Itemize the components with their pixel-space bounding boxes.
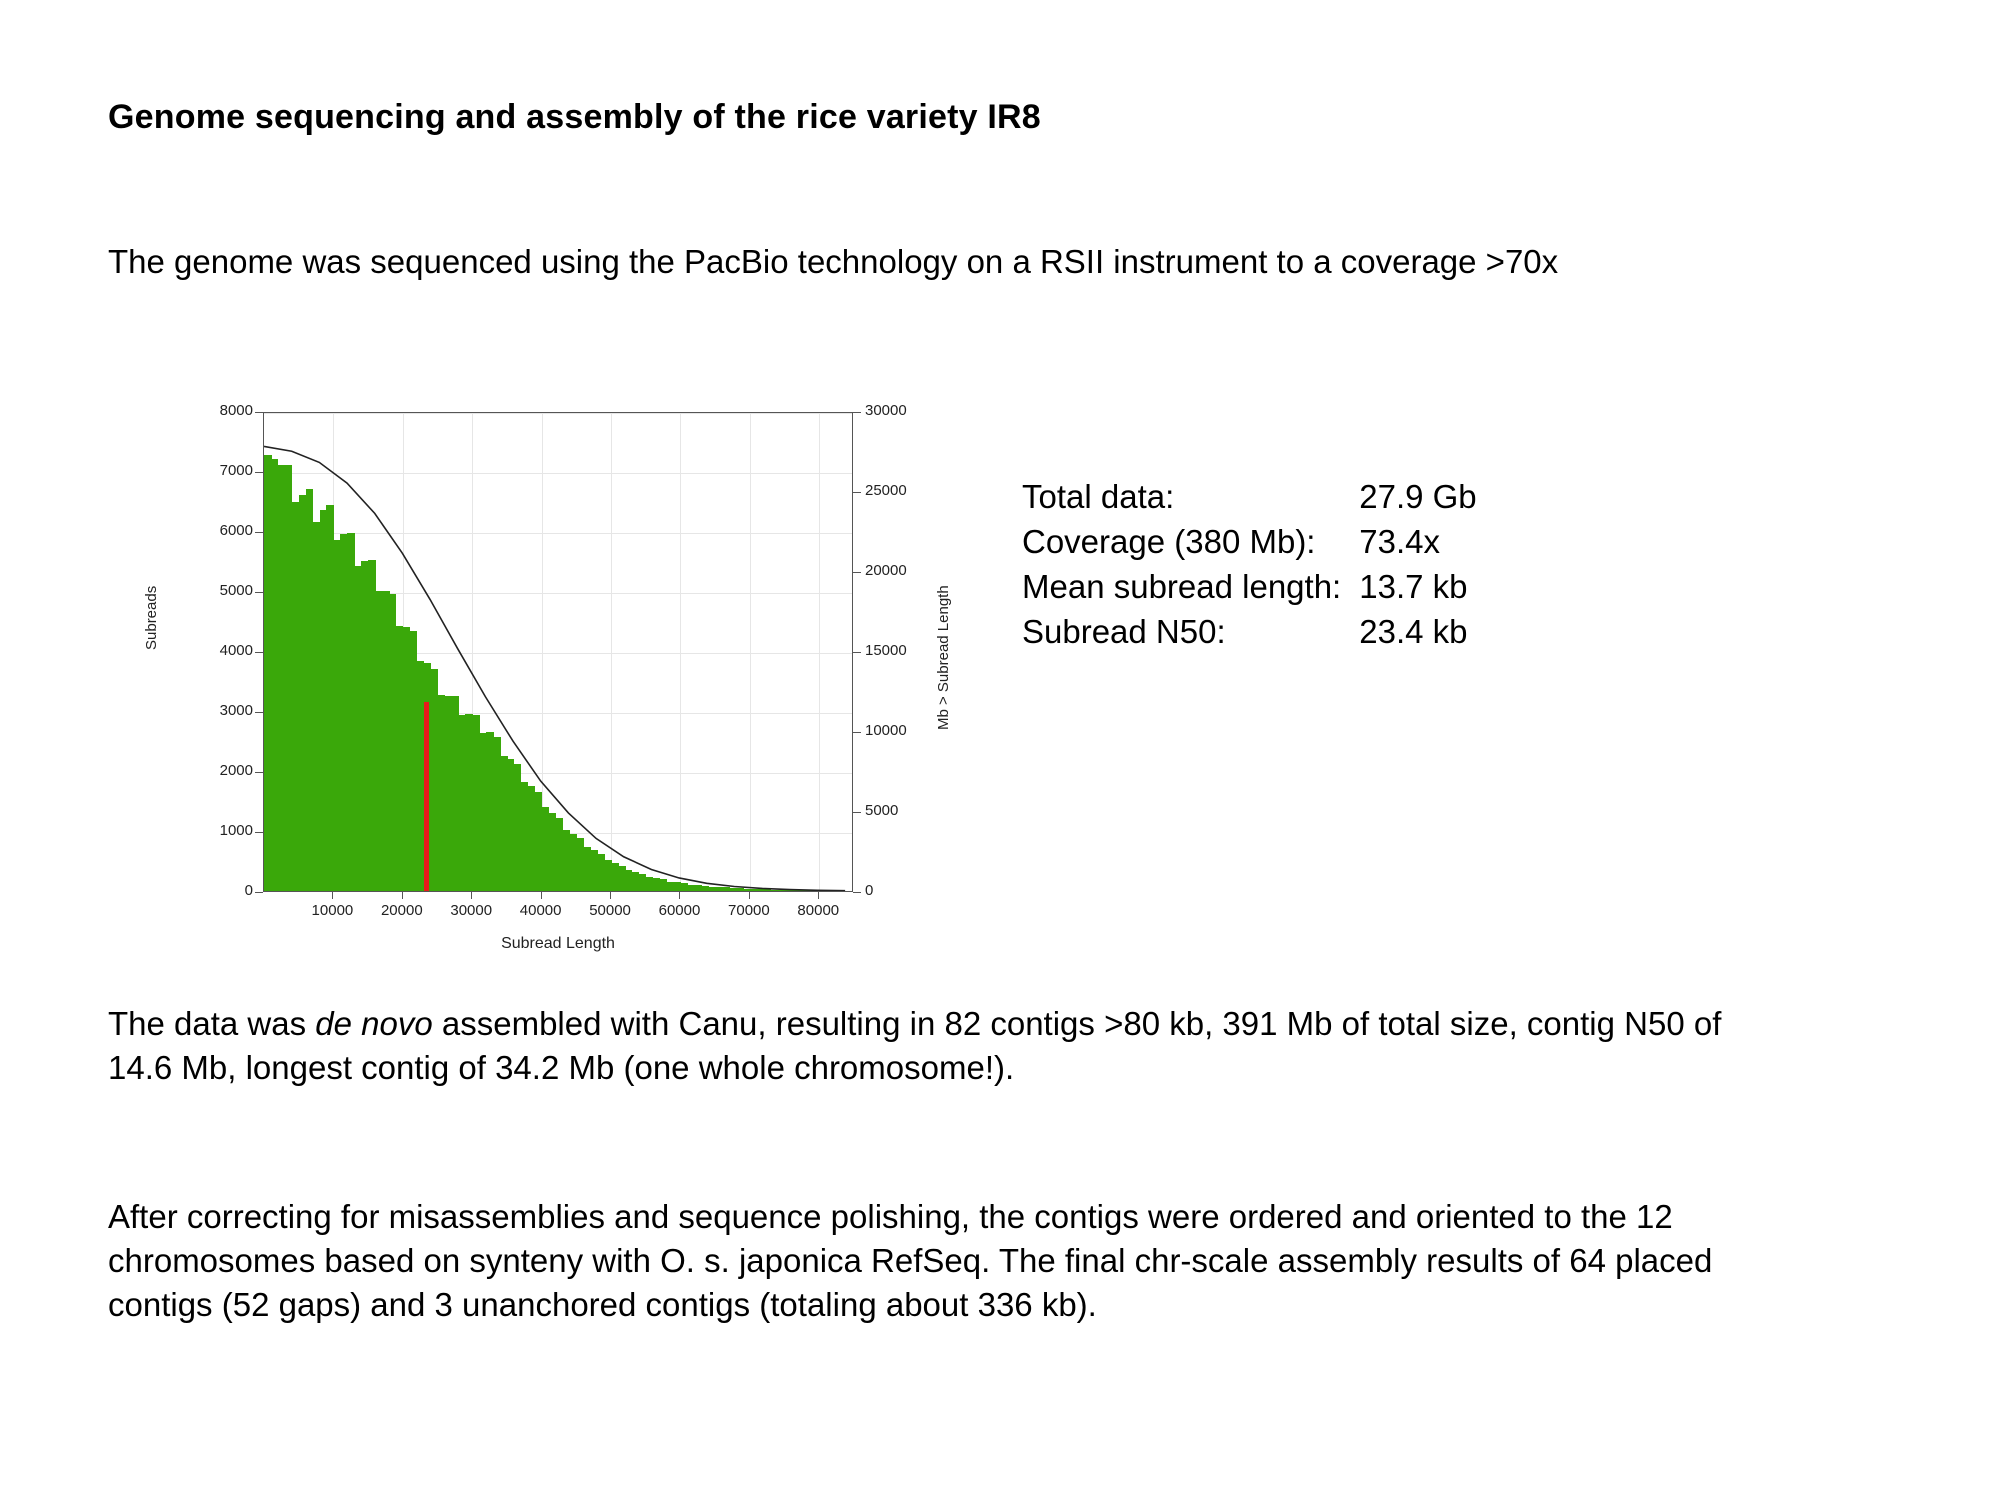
chromosome-scaffolding-paragraph: After correcting for misassemblies and sequence polishing, the contigs were ordered and oriented to the 12 chromosomes based on synteny with O. s. japonica RefSeq. The final chr-scale assembly results of 64 placed contigs (52 gaps) and 3 unanchored contigs (totaling about 336 kb).: [108, 1198, 1713, 1323]
intro-paragraph: The genome was sequenced using the PacBio technology on a RSII instrument to a coverage >70x: [108, 243, 1559, 280]
chart-y-tickmark-right: [853, 812, 861, 813]
chart-y-tick-left: 5000: [219, 582, 253, 599]
summary-stats: [1022, 478, 1477, 658]
chart-x-tickmark: [471, 892, 472, 899]
chart-y-tick-right: 25000: [865, 482, 907, 499]
stats-row: [1022, 613, 1477, 658]
chart-y-tick-left: 3000: [219, 702, 253, 719]
stats-row-value: 27.9 Gb: [1359, 478, 1477, 515]
chart-x-tick: 20000: [380, 902, 423, 919]
stats-row: [1022, 523, 1477, 568]
chart-y-tick-left: 2000: [219, 762, 253, 779]
chart-y-tickmark-left: [255, 772, 263, 773]
stats-row-value: 73.4x: [1359, 522, 1440, 560]
assembly-paragraph-post: assembled with Canu, resulting in 82 contigs >80 kb, 391 Mb of total size, contig N50 of 14.6 Mb, longest contig of 34.2 Mb (one whole chromosome!).: [108, 1005, 1722, 1086]
stats-row-label: Coverage (380 Mb):: [1022, 522, 1316, 560]
chart-x-tickmark: [402, 892, 403, 899]
chart-y-tick-left: 6000: [219, 522, 253, 539]
chart-x-tickmark: [679, 892, 680, 899]
chart-x-tick: 70000: [728, 902, 770, 919]
stats-row: [1022, 478, 1477, 523]
chart-y-tickmark-left: [255, 592, 263, 593]
chart-plot-area: [263, 412, 853, 892]
chart-y-tickmark-left: [255, 892, 263, 893]
chart-y-tickmark-right: [853, 572, 861, 573]
chart-x-tickmark: [749, 892, 750, 899]
chart-x-tick: 40000: [519, 902, 562, 919]
chart-y-tickmark-right: [853, 652, 861, 653]
chart-y-axis-label-left: Subreads: [143, 585, 160, 650]
chart-y-tick-left: 4000: [219, 642, 253, 659]
chart-y-tick-right: 5000: [865, 802, 899, 819]
chart-y-tick-left: 1000: [219, 822, 253, 839]
stats-row-value: 23.4 kb: [1359, 612, 1468, 650]
chart-y-tick-right: 20000: [865, 562, 907, 579]
subread-length-histogram: [143, 400, 952, 960]
chart-x-tick: 30000: [450, 902, 493, 919]
assembly-paragraph: [108, 1002, 1788, 1090]
chart-y-tickmark-right: [853, 732, 861, 733]
chart-y-tickmark-right: [853, 492, 861, 493]
chart-y-axis-label-right: Mb > Subread Length: [935, 585, 952, 730]
stats-row-label: Mean subread length:: [1022, 567, 1342, 605]
cumulative-mb-curve: [264, 413, 852, 891]
page-title: Genome sequencing and assembly of the rice variety IR8: [108, 98, 1041, 136]
stats-row: [1022, 568, 1477, 613]
chart-y-tickmark-left: [255, 412, 263, 413]
chart-y-tick-left: 7000: [219, 462, 253, 479]
chart-y-tickmark-right: [853, 892, 861, 893]
chart-y-tickmark-right: [853, 412, 861, 413]
chart-y-tick-right: 10000: [865, 722, 907, 739]
chart-y-tick-right: 30000: [865, 402, 907, 419]
chart-x-tick: 80000: [797, 902, 840, 919]
chart-x-tick: 10000: [311, 902, 354, 919]
chart-y-tickmark-left: [255, 472, 263, 473]
chart-x-tickmark: [818, 892, 819, 899]
chart-x-tick: 50000: [589, 902, 631, 919]
chart-x-axis-label: Subread Length: [501, 935, 615, 952]
chart-y-tickmark-left: [255, 832, 263, 833]
chart-x-tickmark: [541, 892, 542, 899]
stats-row-label: Subread N50:: [1022, 612, 1226, 650]
stats-row-label: Total data:: [1022, 478, 1175, 515]
chart-x-tickmark: [610, 892, 611, 899]
chart-y-tickmark-left: [255, 652, 263, 653]
stats-row-value: 13.7 kb: [1359, 567, 1468, 605]
chart-y-tick-right: 15000: [865, 642, 907, 659]
chart-x-tickmark: [332, 892, 333, 899]
assembly-paragraph-pre: The data was: [108, 1005, 316, 1042]
chart-y-tick-left: 0: [244, 882, 253, 899]
chart-x-tick: 60000: [658, 902, 701, 919]
chart-y-tickmark-left: [255, 712, 263, 713]
chart-y-tick-left: 8000: [219, 402, 253, 419]
assembly-paragraph-emphasis: de novo: [315, 1005, 433, 1042]
chart-y-tickmark-left: [255, 532, 263, 533]
chart-y-tick-right: 0: [865, 882, 874, 899]
